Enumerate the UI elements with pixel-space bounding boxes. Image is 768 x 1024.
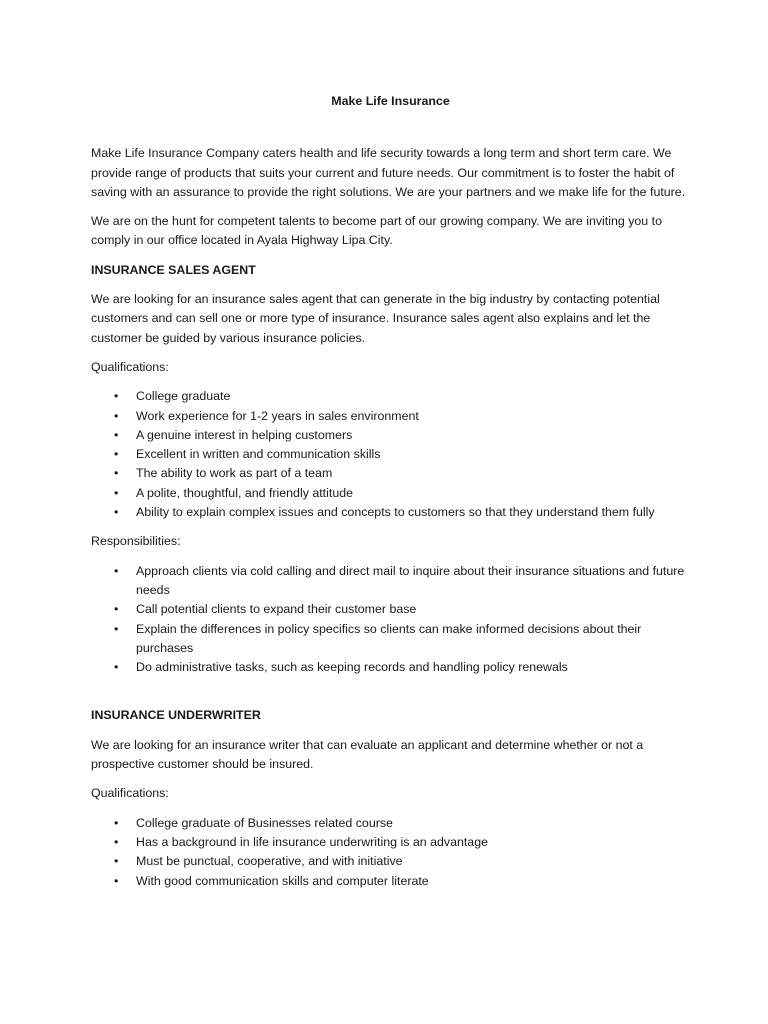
bullet-icon: • [114,602,119,617]
underwriter-description: We are looking for an insurance writer that can evaluate an applicant and determine whether or not a prospective customer should be insured. [91,737,644,772]
underwriter-qualifications-list [91,814,686,891]
bullet-icon: • [114,485,119,500]
bullet-icon: • [114,466,119,481]
underwriter-qualifications-label: Qualifications: [91,786,169,801]
bullet-icon: • [114,408,119,423]
bullet-icon: • [114,854,119,869]
bullet-icon: • [114,563,119,578]
intro-paragraph: Make Life Insurance Company caters health and life security towards a long term and short term care. We provide range of products that suits your current and future needs. Our commitment is to foster the habit of saving with an assurance to provide the right solutions. We are your partners and we make life for the future. [91,146,686,199]
sales-agent-heading: INSURANCE SALES AGENT [91,262,256,277]
list-item: • Approach clients via cold calling and direct mail to inquire about their insurance situations and future needs [114,563,685,597]
list-item: • A polite, thoughtful, and friendly attitude [91,484,686,503]
bullet-icon: • [114,660,119,675]
list-item: • College graduate of Businesses related course [91,814,686,833]
list-item: • Work experience for 1-2 years in sales environment [91,407,686,426]
list-item: • Do administrative tasks, such as keeping records and handling policy renewals [91,658,686,677]
list-item: • Must be punctual, cooperative, and with initiative [91,852,686,871]
bullet-icon: • [114,621,119,636]
bullet-icon: • [114,389,119,404]
bullet-icon: • [114,873,119,888]
sales-agent-qualifications-list [91,387,686,522]
bullet-icon: • [114,834,119,849]
sales-agent-description: We are looking for an insurance sales agent that can generate in the big industry by contacting potential customers and can sell one or more type of insurance. Insurance sales agent also explains and let the customer be guided by various insurance policies. [91,292,660,345]
list-item: • A genuine interest in helping customers [91,426,686,445]
section-spacer [91,687,686,706]
list-item: • College graduate [91,387,686,406]
list-item: • Call potential clients to expand their customer base [91,600,686,619]
list-item: • Excellent in written and communication skills [91,445,686,464]
intro-paragraph: We are on the hunt for competent talents to become part of our growing company. We are inviting you to comply in our office located in Ayala Highway Lipa City. [91,214,662,248]
bullet-icon: • [114,505,119,520]
sales-agent-responsibilities-label: Responsibilities: [91,534,181,549]
bullet-icon: • [114,427,119,442]
bullet-icon: • [114,815,119,830]
sales-agent-qualifications-label: Qualifications: [91,359,169,374]
sales-agent-responsibilities-list [91,562,686,678]
list-item: • Ability to explain complex issues and concepts to customers so that they understand them fully [91,503,686,522]
list-item: • Has a background in life insurance underwriting is an advantage [91,833,686,852]
page-title: Make Life Insurance [331,94,450,108]
underwriter-heading: INSURANCE UNDERWRITER [91,708,261,723]
bullet-icon: • [114,447,119,462]
list-item: • Explain the differences in policy specifics so clients can make informed decisions about their purchases [114,621,642,655]
list-item: • With good communication skills and computer literate [91,872,686,891]
list-item: • The ability to work as part of a team [91,464,686,483]
